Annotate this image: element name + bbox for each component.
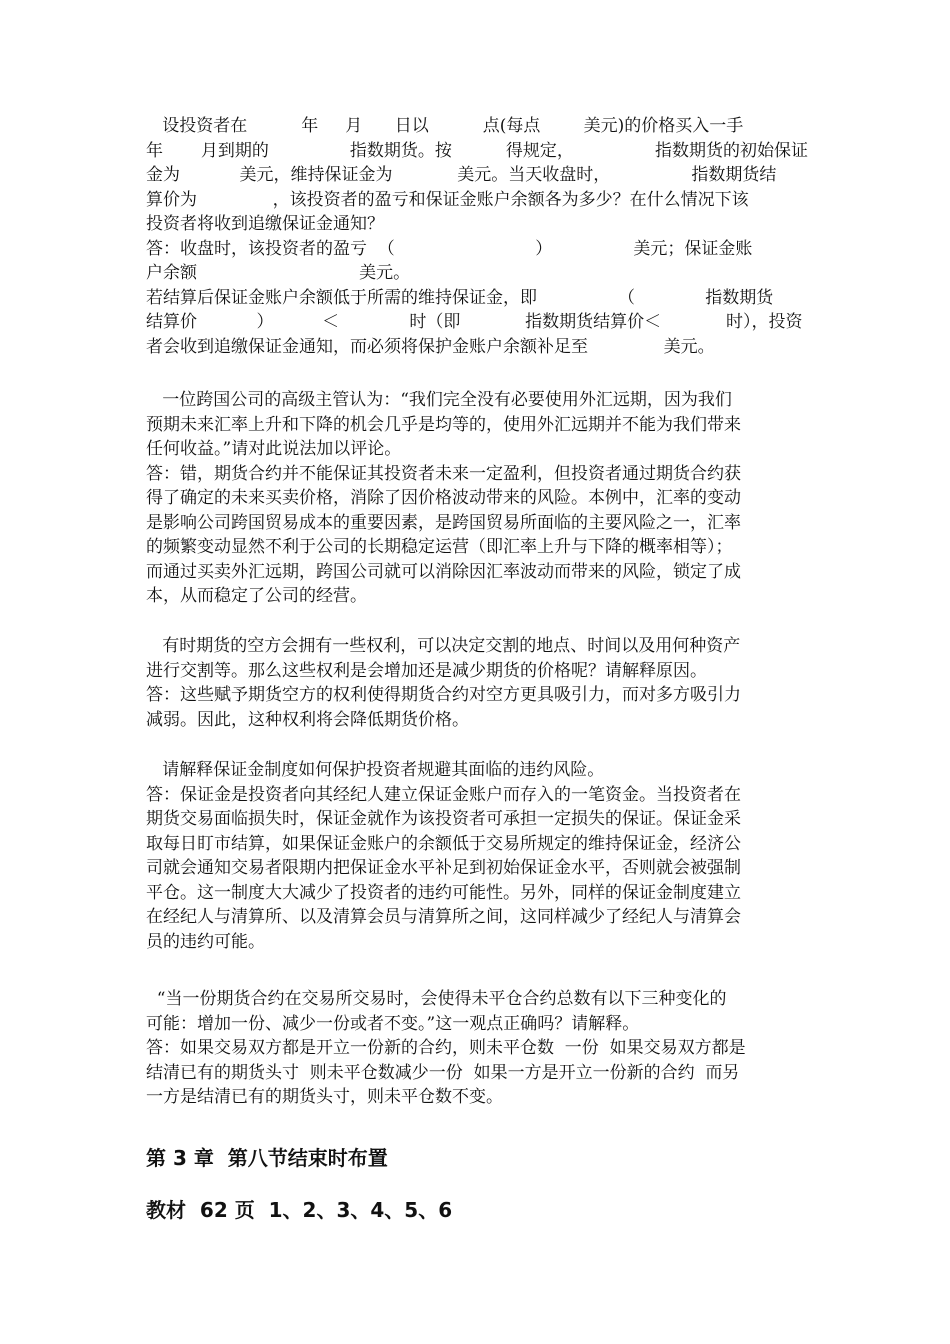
text-line: 预期未来汇率上升和下降的机会几乎是均等的，使用外汇远期并不能为我们带来 [146,414,741,435]
text-line: 员的违约可能。 [146,931,265,952]
text-line: 户余额 美元。 [146,263,411,283]
assignment-line: 教材 62 页 1、2、3、4、5、6 [146,1198,453,1222]
text-line: 答：收盘时，该投资者的盈亏 （ ） 美元；保证金账 [146,238,753,259]
text-line: 答：保证金是投资者向其经纪人建立保证金账户而存入的一笔资金。当投资者在 [146,784,741,805]
text-line: 一方是结清已有的期货头寸，则未平仓数不变。 [146,1087,503,1107]
text-line: 司就会通知交易者限期内把保证金水平补足到初始保证金水平，否则就会被强制 [146,858,741,878]
question-5 [146,987,810,1110]
text-line: 金为 美元，维持保证金为 美元。当天收盘时， 指数期货结 [146,165,777,185]
text-line: 投资者将收到追缴保证金通知？ [146,214,384,234]
question-3 [146,634,810,732]
text-line: 任何收益。”请对此说法加以评论。 [146,439,402,459]
text-line: 本，从而稳定了公司的经营。 [146,586,367,606]
text-line: 有时期货的空方会拥有一些权利，可以决定交割的地点、时间以及用何种资产 [146,636,741,656]
text-line: 期货交易面临损失时，保证金就作为该投资者可承担一定损失的保证。保证金采 [146,809,741,829]
text-line: 一位跨国公司的高级主管认为：“我们完全没有必要使用外汇远期，因为我们 [146,390,732,410]
text-line: 设投资者在 年 月 日以 点(每点 美元)的价格买入一手 [146,116,744,136]
text-line: 结算价 ） ＜ 时（即 指数期货结算价＜ 时），投资 [146,312,803,332]
text-line: 的频繁变动显然不利于公司的长期稳定运营（即汇率上升与下降的概率相等）； [146,537,733,557]
text-line: 年 月到期的 指数期货。按 得规定， 指数期货的初始保证 [146,140,808,161]
text-line: 进行交割等。那么这些权利是会增加还是减少期货的价格呢？请解释原因。 [146,660,707,681]
text-line: 取每日盯市结算，如果保证金账户的余额低于交易所规定的维持保证金，经济公 [146,833,741,854]
text-line: “当一份期货合约在交易所交易时，会使得未平仓合约总数有以下三种变化的 [146,989,727,1009]
text-line: 者会收到追缴保证金通知，而必须将保护金账户余额补足至 美元。 [146,336,715,357]
text-line: 答：如果交易双方都是开立一份新的合约，则未平仓数 一份 如果交易双方都是 [146,1038,746,1058]
text-line: 是影响公司跨国贸易成本的重要因素，是跨国贸易所面临的主要风险之一，汇率 [146,512,741,533]
text-line: 结清已有的期货头寸 则未平仓数减少一份 如果一方是开立一份新的合约 而另 [146,1062,740,1083]
text-line: 在经纪人与清算所、以及清算会员与清算所之间，这同样减少了经纪人与清算会 [146,907,741,927]
text-line: 而通过买卖外汇远期，跨国公司就可以消除因汇率波动而带来的风险，锁定了成 [146,561,741,582]
question-1 [146,114,810,359]
text-line: 平仓。这一制度大大减少了投资者的违约可能性。另外，同样的保证金制度建立 [146,882,741,903]
text-line: 请解释保证金制度如何保护投资者规避其面临的违约风险。 [146,760,605,780]
text-line: 可能：增加一份、减少一份或者不变。”这一观点正确吗？请解释。 [146,1013,640,1034]
text-line: 得了确定的未来买卖价格，消除了因价格波动带来的风险。本例中，汇率的变动 [146,488,741,508]
question-2 [146,388,810,609]
text-line: 答：错，期货合约并不能保证其投资者未来一定盈利，但投资者通过期货合约获 [146,463,741,484]
question-4 [146,758,810,954]
text-line: 算价为 ，该投资者的盈亏和保证金账户余额各为多少？在什么情况下该 [146,189,749,210]
chapter-heading: 第 3 章 第八节结束时布置 [146,1146,388,1170]
text-line: 若结算后保证金账户余额低于所需的维持保证金，即 （ 指数期货 [146,287,774,308]
text-line: 减弱。因此，这种权利将会降低期货价格。 [146,709,469,730]
text-line: 答：这些赋予期货空方的权利使得期货合约对空方更具吸引力，而对多方吸引力 [146,685,741,705]
